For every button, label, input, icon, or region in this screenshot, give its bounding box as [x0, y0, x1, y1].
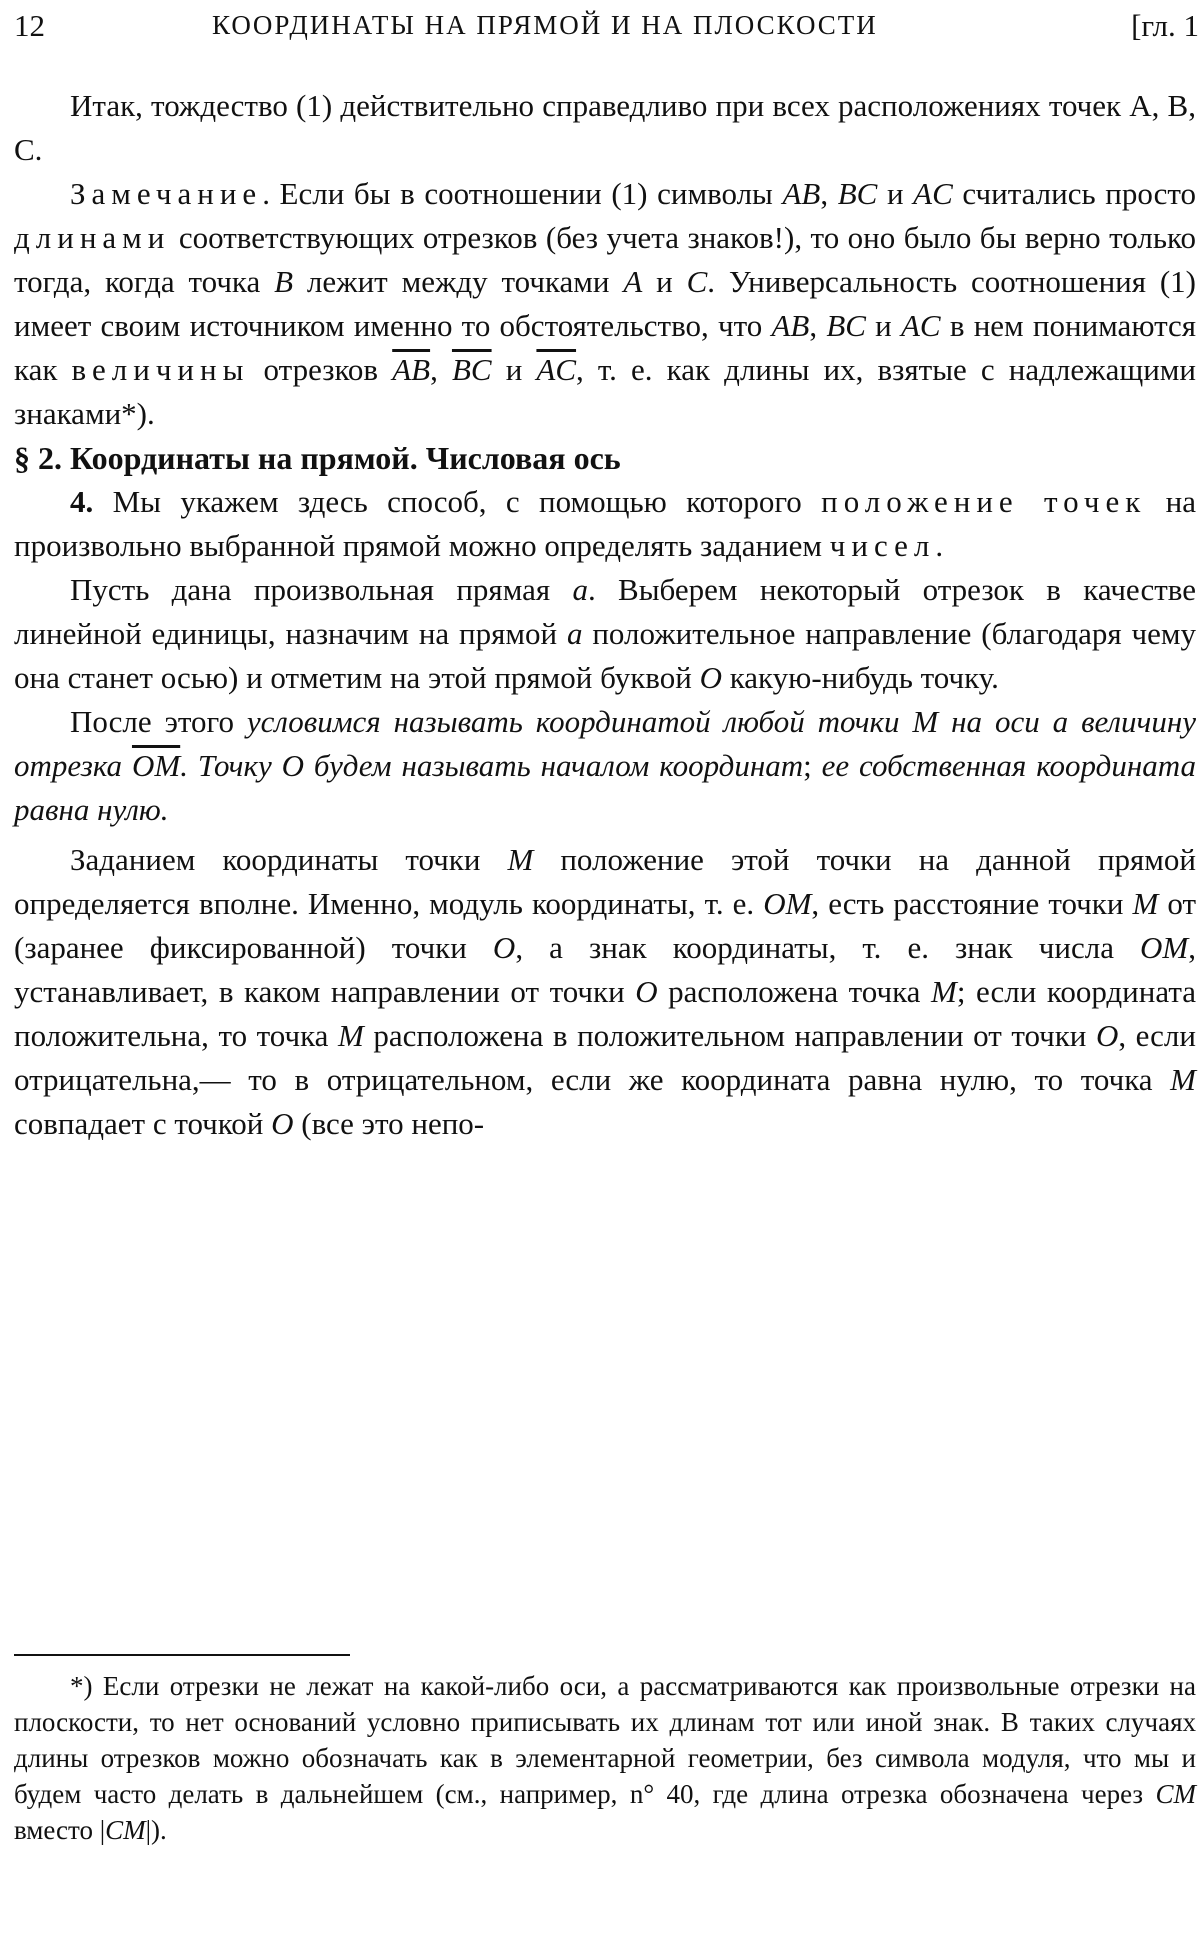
paragraph-remark: Замечание. Если бы в соотношении (1) символы AB, BC и AC считались просто длинами соответствующих отрезков (без учета знаков!), то оно было бы верно только тогда, когда точка B лежит между точками A и C. Универсальность соотношения (1) имеет своим источником именно то обстоятельство, что AB, BC и AC в нем понимаются как величины отрезков $\overline{AB}$, $\overline{BC}$ и $\overline{AC}$, т. е. как длины их, взятые с надлежащими знаками*). [14, 176, 1197, 431]
paragraph-conclusion: Итак, тождество (1) действительно справедливо при всех расположениях точек A, B, C. [14, 88, 1196, 167]
paragraph-4: 4. Мы укажем здесь способ, с помощью которого положение точек на произвольно выбранной прямой можно определять заданием чисел. [14, 484, 1196, 563]
paragraph-axis: Пусть дана произвольная прямая a. Выберем некоторый отрезок в качестве линейной единицы, назначим на прямой a положительное направление (благодаря чему она станет осью) и отметим на этой прямой буквой O какую-нибудь точку. [14, 572, 1196, 695]
footnote-rule [14, 1654, 350, 1656]
segment-bc: $\overline{BC}$ [451, 352, 492, 387]
page-body [14, 84, 1196, 1146]
footnote: *) Если отрезки не лежат на какой-либо оси, а рассматриваются как произвольные отрезки на плоскости, то нет оснований условно приписывать их длинам тот или иной знак. В таких случаях длины отрезков можно обозначать как в элементарной геометрии, без символа модуля, что мы и будем часто делать в дальнейшем (см., например, n° 40, где длина отрезка обозначена через CM вместо |CM|). [14, 1671, 1196, 1845]
definition-zero: ее собственная координата равна нулю. [14, 748, 1196, 827]
definition-coordinate: условимся называть координатой любой точки M на оси a величину отрезка [14, 704, 1196, 783]
chapter-marker: [гл. 1 [1131, 8, 1199, 43]
page-number: 12 [14, 8, 45, 43]
item-number: 4. [70, 484, 94, 519]
emphasis-position: положение точек [821, 484, 1147, 519]
remark-label: Замечание [70, 176, 263, 211]
running-head [14, 8, 1199, 48]
paragraph-definition: После этого условимся называть координатой любой точки M на оси a величину отрезка $\overline{OM}$. Точку O будем называть началом координат; ее собственная координата равна нулю. [14, 704, 1196, 827]
definition-origin: . Точку O будем называть началом координат [180, 748, 804, 783]
emphasis-magnitudes: величины [71, 352, 250, 387]
emphasis-numbers: чисел [829, 528, 936, 563]
running-title: КООРДИНАТЫ НА ПРЯМОЙ И НА ПЛОСКОСТИ [212, 10, 878, 40]
section-title: § 2. Координаты на прямой. Числовая ось [14, 440, 621, 476]
segment-om: $\overline{OM}$ [131, 748, 181, 783]
segment-ab: $\overline{AB}$ [392, 352, 431, 387]
paragraph-coordinate-meaning: Заданием координаты точки M положение этой точки на данной прямой определяется вполне. Именно, модуль координаты, т. е. OM, есть расстояние точки M от (заранее фиксированной) точки O, а знак координаты, т. е. знак числа OM, устанавливает, в каком направлении от точки O расположена точка M; если координата положительна, то точка M расположена в положительном направлении от точки O, если отрицательна,— то в отрицательном, если же координата равна нулю, то точка M совпадает с точкой O (все это непо- [14, 842, 1197, 1141]
emphasis-lengths: длинами [14, 220, 171, 255]
segment-ac: $\overline{AC}$ [536, 352, 577, 387]
